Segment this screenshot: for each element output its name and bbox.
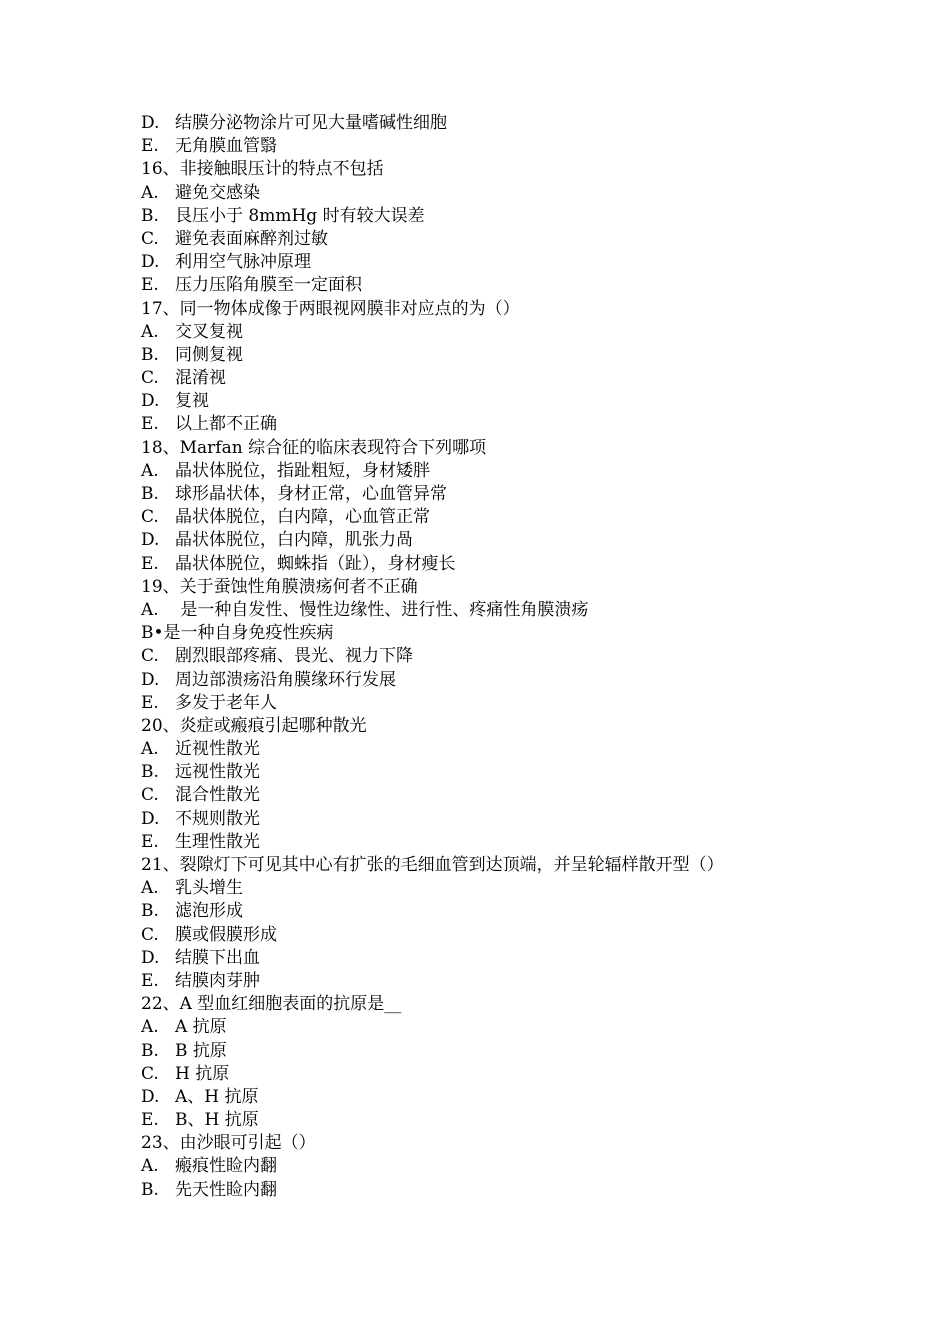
- option-letter: C.: [141, 924, 159, 945]
- answer-option: [141, 1086, 841, 1109]
- option-text: 压力压陷角膜至一定面积: [175, 275, 362, 296]
- answer-option: [141, 135, 841, 158]
- answer-option: [141, 900, 841, 923]
- option-text: B 抗原: [175, 1040, 227, 1061]
- option-text: 远视性散光: [175, 762, 260, 783]
- option-letter: E.: [141, 692, 159, 713]
- option-letter: A.: [141, 739, 159, 760]
- option-letter: A.: [141, 599, 159, 620]
- answer-option: [141, 808, 841, 831]
- question-stem: 23、由沙眼可引起（）: [141, 1133, 316, 1154]
- answer-option: [141, 1109, 841, 1132]
- option-letter: A.: [141, 1156, 159, 1177]
- answer-option: [141, 205, 841, 228]
- option-text: 膜或假膜形成: [175, 924, 277, 945]
- answer-option: [141, 1063, 841, 1086]
- option-text: 不规则散光: [175, 808, 260, 829]
- option-text: 混淆视: [175, 368, 226, 389]
- option-text: 混合性散光: [175, 785, 260, 806]
- option-letter: B.: [141, 901, 159, 922]
- answer-option: [141, 483, 841, 506]
- answer-option: [141, 460, 841, 483]
- option-text: 艮压小于 8mmHg 时有较大误差: [175, 205, 425, 226]
- option-text: 滤泡形成: [175, 901, 243, 922]
- option-text: 晶状体脱位，白内障，肌张力咼: [175, 530, 413, 551]
- question-stem: 21、裂隙灯下可见其中心有扩张的毛细血管到达顶端，并呈轮辐样散开型（）: [141, 855, 724, 875]
- option-letter: C.: [141, 1063, 159, 1084]
- option-text: 乳头增生: [175, 878, 243, 899]
- answer-option: [141, 413, 841, 436]
- option-text: 多发于老年人: [175, 692, 277, 713]
- answer-option: [141, 877, 841, 900]
- option-letter: A.: [141, 1017, 159, 1038]
- answer-option: [141, 182, 841, 205]
- option-letter: D.: [141, 252, 160, 273]
- option-text: 晶状体脱位，蜘蛛指（趾），身材瘦长: [175, 553, 456, 574]
- option-text: 避免交感染: [175, 182, 260, 203]
- option-text: 复视: [175, 391, 209, 412]
- option-letter: A.: [141, 321, 159, 342]
- option-letter: B.: [141, 205, 159, 226]
- option-letter: E.: [141, 970, 159, 991]
- answer-option: [141, 529, 841, 552]
- option-text: 结膜下出血: [175, 947, 260, 968]
- answer-option: [141, 645, 841, 668]
- option-text: 以上都不正确: [175, 414, 277, 435]
- answer-option: [141, 1040, 841, 1063]
- option-text: 瘢痕性睑内翻: [175, 1156, 277, 1177]
- option-text: 周边部溃疡沿角膜缘环行发展: [175, 669, 396, 690]
- answer-option: [141, 599, 841, 622]
- answer-option: [141, 390, 841, 413]
- option-text: 剧烈眼部疼痛、畏光、视力下降: [175, 646, 413, 667]
- text-line: B•是一种自身免疫性疾病: [141, 623, 334, 644]
- option-letter: B.: [141, 1040, 159, 1061]
- option-text: 结膜肉芽肿: [175, 970, 260, 991]
- option-letter: B.: [141, 484, 159, 504]
- answer-option: [141, 321, 841, 344]
- option-text: 晶状体脱位，指趾粗短，身材矮胖: [175, 460, 430, 481]
- answer-option: [141, 924, 841, 947]
- option-letter: E.: [141, 414, 159, 435]
- answer-option: [141, 228, 841, 251]
- answer-option: [141, 669, 841, 692]
- answer-option: [141, 553, 841, 576]
- option-letter: B.: [141, 762, 159, 783]
- option-text: 无角膜血管翳: [175, 136, 277, 157]
- option-letter: E.: [141, 136, 159, 157]
- option-text: 同侧复视: [175, 344, 243, 365]
- question-stem: 20、炎症或瘢痕引起哪种散光: [141, 715, 367, 736]
- option-letter: B.: [141, 1179, 159, 1200]
- answer-option: [141, 344, 841, 367]
- option-letter: C.: [141, 785, 159, 806]
- question-stem: 16、非接触眼压计的特点不包括: [141, 159, 384, 180]
- answer-option: [141, 274, 841, 297]
- answer-option: [141, 506, 841, 529]
- question-list: [141, 112, 841, 1202]
- option-letter: E.: [141, 1110, 159, 1131]
- answer-option: [141, 1155, 841, 1178]
- answer-option: [141, 831, 841, 854]
- option-letter: E.: [141, 553, 159, 574]
- option-text: 结膜分泌物涂片可见大量嗜碱性细胞: [175, 113, 447, 133]
- answer-option: [141, 112, 841, 135]
- option-text: A、H 抗原: [175, 1086, 259, 1107]
- answer-option: [141, 738, 841, 761]
- option-text: 利用空气脉冲原理: [175, 252, 311, 273]
- option-text: H 抗原: [175, 1063, 230, 1084]
- option-text: 先天性睑内翻: [175, 1179, 277, 1200]
- option-letter: D.: [141, 113, 160, 133]
- option-letter: D.: [141, 530, 160, 551]
- option-text: 是一种自发性、慢性边缘性、进行性、疼痛性角膜溃疡: [175, 599, 589, 620]
- answer-option: [141, 970, 841, 993]
- option-letter: A.: [141, 460, 159, 481]
- option-text: 生理性散光: [175, 831, 260, 852]
- option-text: A 抗原: [175, 1017, 227, 1038]
- option-letter: A.: [141, 182, 159, 203]
- answer-option: [141, 251, 841, 274]
- option-text: 避免表面麻醉剂过敏: [175, 228, 328, 249]
- option-text: 近视性散光: [175, 739, 260, 760]
- option-letter: D.: [141, 947, 160, 968]
- question-stem: 22、A 型血红细胞表面的抗原是__: [141, 994, 402, 1015]
- question-stem: 17、同一物体成像于两眼视网膜非对应点的为（）: [141, 298, 520, 319]
- answer-option: [141, 1179, 841, 1202]
- question-stem: 18、Marfan 综合征的临床表现符合下列哪项: [141, 437, 487, 458]
- answer-option: [141, 947, 841, 970]
- option-letter: B.: [141, 344, 159, 365]
- option-text: 晶状体脱位，白内障，心血管正常: [175, 507, 430, 528]
- question-stem: 19、关于蚕蚀性角膜溃疡何者不正确: [141, 576, 418, 597]
- option-letter: D.: [141, 808, 160, 829]
- option-letter: E.: [141, 275, 159, 296]
- option-letter: C.: [141, 368, 159, 389]
- answer-option: [141, 692, 841, 715]
- answer-option: [141, 761, 841, 784]
- answer-option: [141, 784, 841, 807]
- answer-option: [141, 1016, 841, 1039]
- option-text: 交叉复视: [175, 321, 243, 342]
- option-text: B、H 抗原: [175, 1110, 259, 1131]
- option-letter: C.: [141, 228, 159, 249]
- option-letter: A.: [141, 878, 159, 899]
- option-text: 球形晶状体，身材正常，心血管异常: [175, 484, 447, 504]
- option-letter: D.: [141, 669, 160, 690]
- option-letter: D.: [141, 1086, 160, 1107]
- option-letter: C.: [141, 507, 159, 528]
- option-letter: E.: [141, 831, 159, 852]
- answer-option: [141, 367, 841, 390]
- option-letter: D.: [141, 391, 160, 412]
- option-letter: C.: [141, 646, 159, 667]
